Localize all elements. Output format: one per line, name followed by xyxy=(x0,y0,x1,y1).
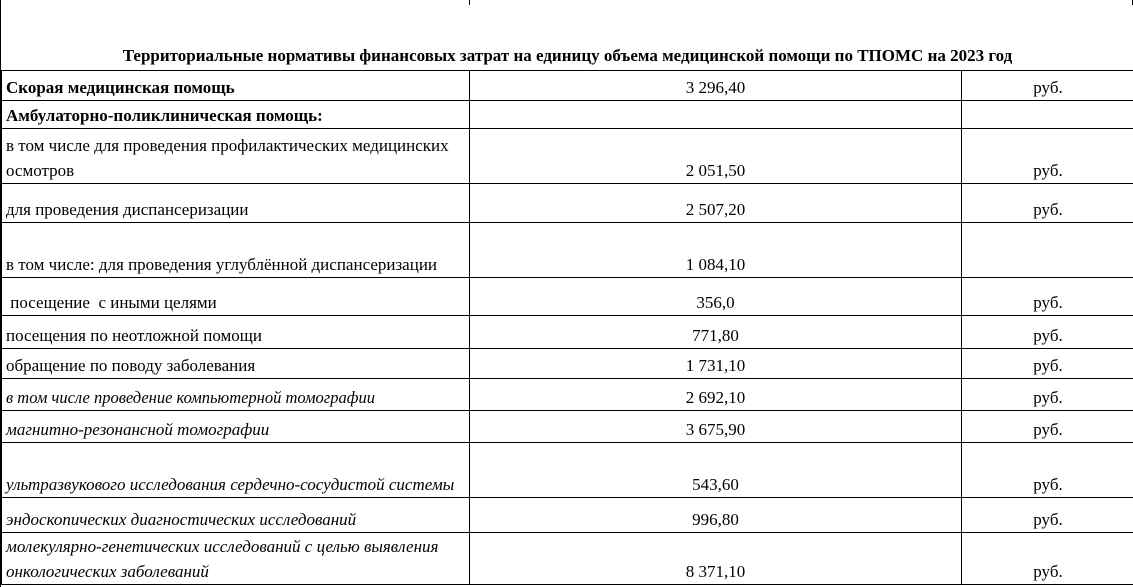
header-blank-row xyxy=(1,0,1133,42)
row-value: 543,60 xyxy=(470,443,962,498)
table-row xyxy=(2,533,1133,585)
row-value: 2 507,20 xyxy=(470,184,962,223)
table-row xyxy=(2,443,1133,498)
table-row xyxy=(2,411,1133,443)
row-value: 8 371,10 xyxy=(470,533,962,585)
row-unit: руб. xyxy=(962,533,1133,585)
table-row xyxy=(2,278,1133,316)
row-label: молекулярно-генетических исследований с целью выявления онкологических заболеваний xyxy=(2,533,470,585)
row-unit: руб. xyxy=(962,316,1133,349)
row-label: в том числе: для проведения углублённой диспансеризации xyxy=(2,223,470,278)
row-unit xyxy=(962,223,1133,278)
row-unit xyxy=(962,101,1133,129)
row-value xyxy=(470,101,962,129)
row-label: Скорая медицинская помощь xyxy=(2,71,470,101)
row-value: 771,80 xyxy=(470,316,962,349)
row-label: ультразвукового исследования сердечно-сосудистой системы xyxy=(2,443,470,498)
table-row xyxy=(2,184,1133,223)
row-label: посещения по неотложной помощи xyxy=(2,316,470,349)
row-label: Амбулаторно-поликлиническая помощь: xyxy=(2,101,470,129)
row-label: обращение по поводу заболевания xyxy=(2,349,470,379)
data-table xyxy=(1,70,1133,585)
row-value: 3 296,40 xyxy=(470,71,962,101)
row-label: для проведения диспансеризации xyxy=(2,184,470,223)
row-value: 2 692,10 xyxy=(470,379,962,411)
row-value: 2 051,50 xyxy=(470,129,962,184)
row-unit: руб. xyxy=(962,71,1133,101)
row-unit: руб. xyxy=(962,379,1133,411)
row-unit: руб. xyxy=(962,278,1133,316)
row-label: в том числе для проведения профилактических медицинских осмотров xyxy=(2,129,470,184)
table-row xyxy=(2,498,1133,533)
row-label: посещение с иными целями xyxy=(2,278,470,316)
row-value: 1 731,10 xyxy=(470,349,962,379)
table-row xyxy=(2,223,1133,278)
row-value: 1 084,10 xyxy=(470,223,962,278)
table-row xyxy=(2,71,1133,101)
table-row xyxy=(2,316,1133,349)
row-value: 996,80 xyxy=(470,498,962,533)
table-row xyxy=(2,101,1133,129)
row-unit: руб. xyxy=(962,129,1133,184)
row-unit: руб. xyxy=(962,349,1133,379)
row-value: 356,0 xyxy=(470,278,962,316)
row-value: 3 675,90 xyxy=(470,411,962,443)
row-unit: руб. xyxy=(962,443,1133,498)
table-title: Территориальные нормативы финансовых затрат на единицу объема медицинской помощи по ТПОМС на 2023 год xyxy=(122,46,1013,65)
row-unit: руб. xyxy=(962,411,1133,443)
row-unit: руб. xyxy=(962,498,1133,533)
row-label: магнитно-резонансной томографии xyxy=(2,411,470,443)
row-unit: руб. xyxy=(962,184,1133,223)
table-row xyxy=(2,349,1133,379)
table-row xyxy=(2,129,1133,184)
row-label: в том числе проведение компьютерной томографии xyxy=(2,379,470,411)
column-divider xyxy=(469,0,470,5)
row-label: эндоскопических диагностических исследований xyxy=(2,498,470,533)
table-row xyxy=(2,379,1133,411)
